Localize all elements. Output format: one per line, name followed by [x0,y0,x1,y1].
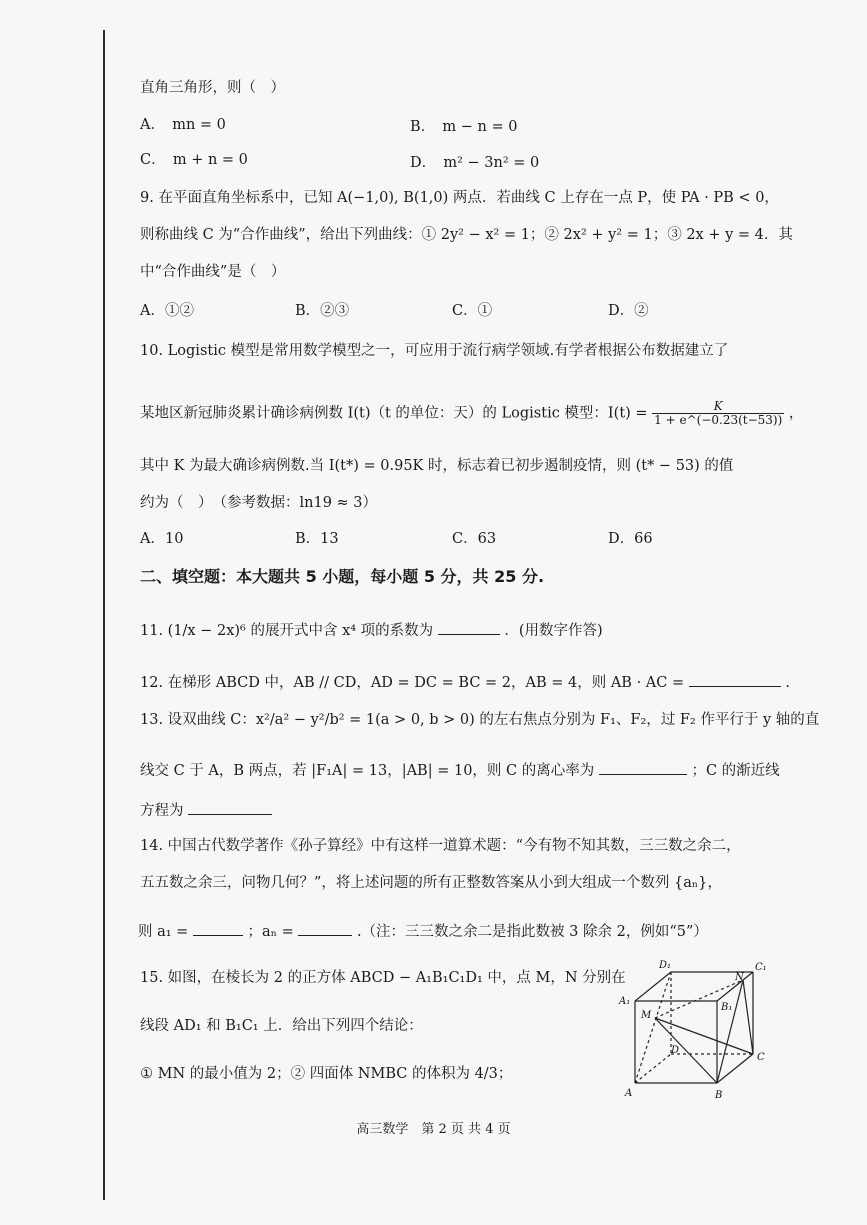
q13-eccentricity-blank [599,760,687,775]
label-b1: B₁ [721,1002,733,1013]
q11-answer-blank [438,620,500,635]
q8-option-c: C． m + n = 0 [140,152,248,168]
q11-line [140,620,603,640]
q10-fraction-denominator: 1 + e^(−0.23(t−53)) [654,413,783,428]
q10-line-2-end: ， [788,405,804,422]
q13-line-3-text: 方程为 [140,803,184,819]
label-d: D [671,1045,680,1056]
q8-option-a: A． mn = 0 [140,117,226,133]
q8-option-b: B． m − n = 0 [410,119,518,135]
q9-line-2: 则称曲线 C 为“合作曲线”，给出下列曲线：① 2y² − x² = 1；② 2x² + y² = 1；③ 2x + y = 4．其 [140,227,793,243]
q11-text: 11. (1/x − 2x)⁶ 的展开式中含 x⁴ 项的系数为 [140,623,434,639]
q10-option-b: B．13 [295,531,339,547]
q12-answer-blank [689,672,781,687]
label-n: N [735,972,744,983]
page-footer: 高三数学 第 2 页 共 4 页 [356,1122,511,1137]
q12-text: 12. 在梯形 ABCD 中，AB // CD，AD = DC = BC = 2，AB = 4，则 AB · AC = [140,675,685,691]
q10-option-c: C．63 [452,531,497,547]
label-a1: A₁ [619,996,631,1007]
q15-line-1: 15. 如图，在棱长为 2 的正方体 ABCD − A₁B₁C₁D₁ 中，点 M，N 分别在 [140,970,626,986]
q13-line-1: 13. 设双曲线 C：x²/a² − y²/b² = 1(a > 0, b > 0) 的左右焦点分别为 F₁、F₂，过 F₂ 作平行于 y 轴的直 [140,712,820,728]
q11-text-end: ．(用数字作答) [504,623,603,639]
q12-text-end: . [785,675,790,691]
q10-fraction-numerator: K [652,400,784,414]
q13-asymptote-blank [188,800,272,815]
q8-stem-tail: 直角三角形，则（ ） [140,80,285,96]
q14-line-2: 五五数之余三，问物几何？”，将上述问题的所有正整数答案从小到大组成一个数列 {aₙ}， [140,875,722,891]
q12-line [140,672,790,692]
label-c1: C₁ [755,962,767,973]
q13-line-3 [140,800,272,820]
q9-option-a: A．①② [140,303,194,319]
q10-logistic-fraction [652,400,784,427]
q13-line-2-end: ；C 的渐近线 [691,763,780,779]
q10-option-a: A．10 [140,531,184,547]
q9-option-c: C．① [452,303,493,319]
label-b: B [715,1090,723,1101]
q10-line-4: 约为（ ） （参考数据：ln19 ≈ 3） [140,495,378,511]
q13-line-2-text: 线交 C 于 A，B 两点，若 |F₁A| = 13，|AB| = 10，则 C 的离心率为 [140,763,595,779]
q15-line-2: 线段 AD₁ 和 B₁C₁ 上．给出下列四个结论： [140,1018,423,1034]
q14-line-3 [138,921,708,941]
cube-figure [615,958,775,1103]
q14-an-blank [298,921,352,936]
q10-line-2 [140,400,803,427]
q10-line-2-text: 某地区新冠肺炎累计确诊病例数 I(t)（t 的单位：天）的 Logistic 模型：I(t) = [140,405,648,422]
label-m: M [641,1010,652,1021]
q9-option-d: D．② [608,303,649,319]
q8-option-d: D． m² − 3n² = 0 [410,155,540,171]
margin-line [103,30,105,1200]
q10-line-1: 10. Logistic 模型是常用数学模型之一，可应用于流行病学领域.有学者根据公布数据建立了 [140,343,729,359]
q15-line-3: ① MN 的最小值为 2；② 四面体 NMBC 的体积为 4/3； [140,1066,513,1082]
q14-note: .（注：三三数之余二是指此数被 3 除余 2，例如“5”） [356,924,708,940]
section-2-heading: 二、填空题：本大题共 5 小题，每小题 5 分，共 25 分. [140,567,545,586]
q9-line-1: 9. 在平面直角坐标系中，已知 A(−1,0), B(1,0) 两点．若曲线 C 上存在一点 P，使 PA · PB < 0， [140,190,779,206]
q14-an-label: ；aₙ = [247,924,294,940]
label-d1: D₁ [659,960,672,971]
q14-a1-label: 则 a₁ = [138,924,189,940]
q14-line-1: 14. 中国古代数学著作《孙子算经》中有这样一道算术题：“今有物不知其数，三三数之余二， [140,838,741,854]
q10-line-3: 其中 K 为最大确诊病例数.当 I(t*) = 0.95K 时，标志着已初步遏制疫情，则 (t* − 53) 的值 [140,458,734,474]
label-c: C [757,1052,765,1063]
q13-line-2 [140,760,780,780]
q9-option-b: B．②③ [295,303,350,319]
q9-line-3: 中“合作曲线”是（ ） [140,264,286,280]
label-a: A [625,1088,633,1099]
q14-a1-blank [193,921,243,936]
q10-option-d: D．66 [608,531,653,547]
